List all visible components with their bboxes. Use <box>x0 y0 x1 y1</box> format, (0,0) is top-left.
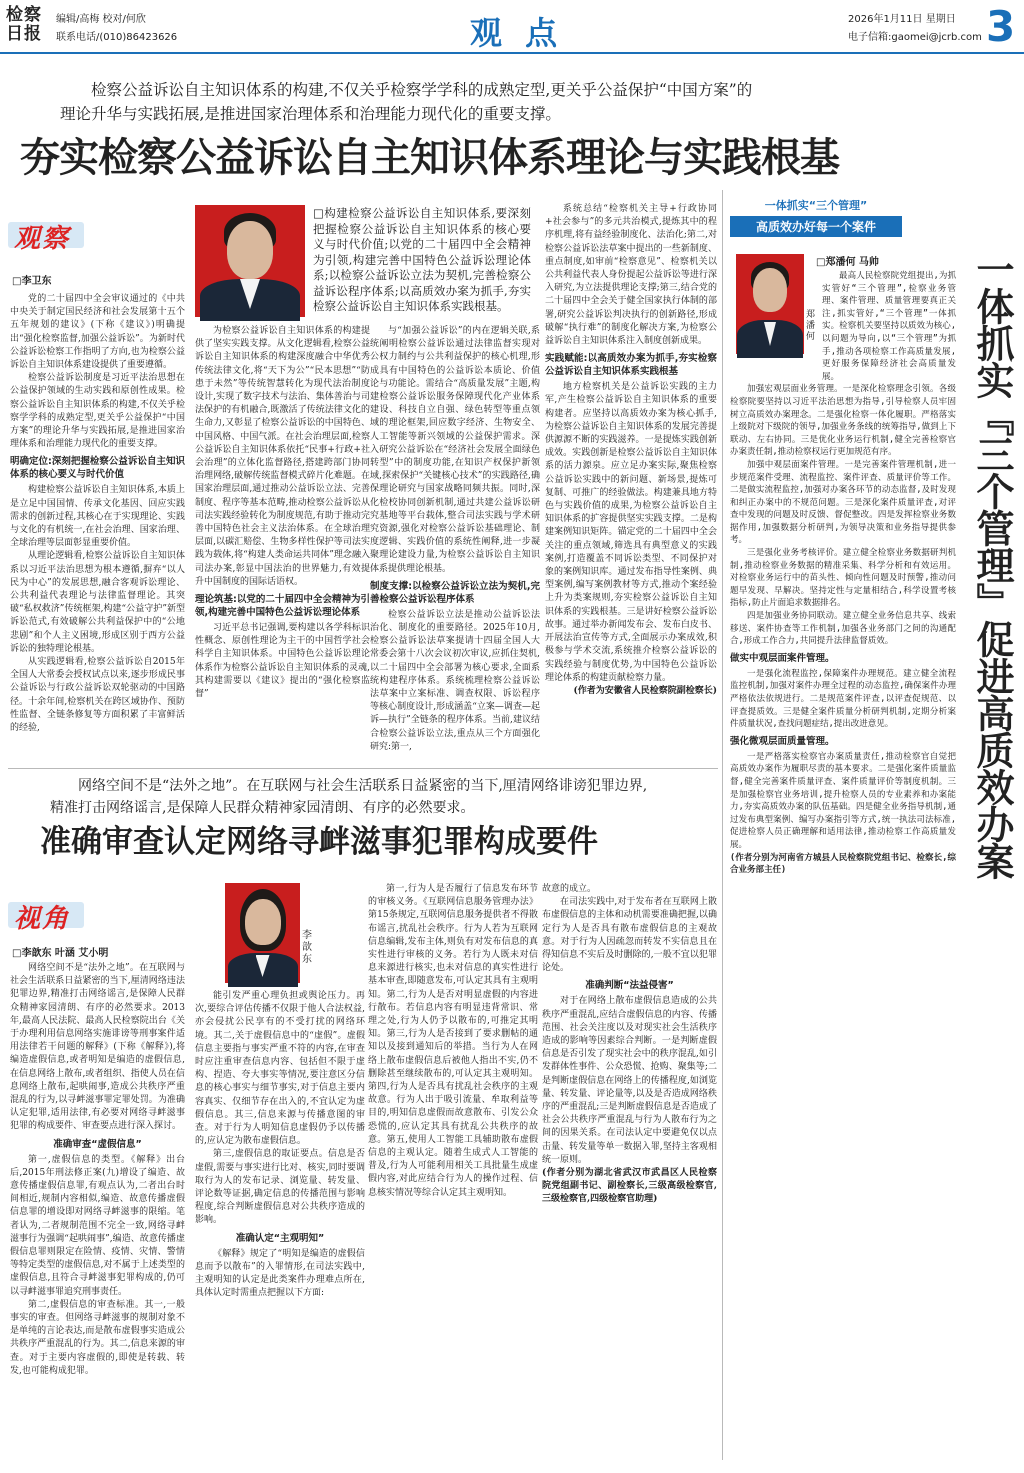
article1-lead: 检察公益诉讼自主知识体系的构建,不仅关乎检察学学科的成熟定型,更关乎公益保护“中国方案”的理论升华与实践拓展,是推进国家治理体系和治理能力现代化的重要支撑。 <box>60 81 753 123</box>
newspaper-logo: 检察日报 <box>6 5 42 44</box>
article2-column-3: 第一,行为人是否履行了信息发布环节的审核义务。《互联网信息服务管理办法》第15条规定,互联网信息服务提供者不得散布谣言,扰乱社会秩序。行为人若为互联网信息编辑,发布主体,则负有对发布信息的真实性进行审核的义务。若行为人既未对信息来源进行核实,也未对信息的真实性进行基本审查,即随意发布,可认定其具有主观明知。第二,行为人是否对明显虚假的内容进行散布。若信息内容有明显违背常识、常理之处,行为人仍予以散布的,可推定其明知。第三,行为人是否接到了要求删帖的通知以及接到通知后的举措。当行为人在网络上散布虚假信息后被他人指出不实,仍不删除甚至继续散布的,可认定其主观明知。第四,行为人是否具有扰乱社会秩序的主观故意。行为人出于吸引流量、牟取利益等目的,明知信息虚假而故意散布、引发公众恐慌的,应认定其具有扰乱公共秩序的故意。第五,使用人工智能工具辅助散布虚假信息的主观认定。随着生成式人工智能的普及,行为人可能利用相关工具批量生成虚假内容,对此应结合行为人的操作过程、信息核实情况等综合认定其主观明知。 <box>368 884 538 1198</box>
phone-line: 联系电话/(010)86423626 <box>56 32 178 43</box>
article2-column-1: 网络空间不是“法外之地”。在互联网与社会生活联系日益紧密的当下,厘清网络违法犯罪边界,精准打击网络谣言,是保障人民群众精神家园清朗、有序的必然要求。2013年,最高人民法院、最高人民检察院出台《关于办理利用信息网络实施诽谤等刑事案件适用法律若干问题的解释》(下称《解释》),将编造虚假信息,或者明知是编造的虚假信息,在信息网络上散布,或者组织、指使人员在信息网络上散布,起哄闹事,造成公共秩序严重混乱的行为,以寻衅滋事罪定罪处罚。为准确认定犯罪,适用法律,有必要对网络寻衅滋事犯罪的构成要件、审查要点进行深入探讨。 准确审查“虚假信息” 第一,虚假信息的类型。《解释》出台后,2015年刑法修正案(九)增设了编造、故意传播虚假信息罪,有观点认为,二者出台时间相近,规制内容相似,编造、故意传播虚假信息罪的增设即对网络寻衅滋事的限缩。笔者认为,二者规制范围不完全一致,网络寻衅滋事行为强调“起哄闹事”,编造、故意传播虚假信息罪则限定在险情、疫情、灾情、警情等特定类型的虚假信息,对不属于上述类型的虚假信息,且符合寻衅滋事犯罪构成的,仍可以寻衅滋事罪追究刑事责任。 第二,虚假信息的审查标准。其一,一般事实的审查。但网络寻衅滋事的规制对象不是单纯的言论表达,而是散布虚假事实造成公共秩序严重混乱的行为。其二,信息来源的审查。对于主要内容虚假的,即使是转载、转发,也可能构成犯罪。 <box>10 963 185 1376</box>
side-author: □郑潘何 马帅 <box>816 257 879 268</box>
issue-date: 2026年1月11日 星期日 <box>848 14 956 25</box>
section-title: 观 点 <box>470 14 564 52</box>
masthead-rule <box>0 52 1024 54</box>
article1-summary: □构建检察公益诉讼自主知识体系,要深刻把握检察公益诉讼自主知识体系的核心要义与时代价值;以党的二十届四中全会精神为引领,构建完善中国特色公益诉讼理论体系;以检察公益诉讼立法为契机,完善检察公益诉讼程序体系;以高质效办案为抓手,夯实检察公益诉讼自主知识体系实践根基。 <box>313 206 531 313</box>
article1-title: 夯实检察公益诉讼自主知识体系理论与实践根基 <box>20 134 839 181</box>
page-number: 3 <box>986 2 1016 51</box>
article2-badge: 视角 <box>8 890 84 938</box>
side-column: 最高人民检察院党组提出,为抓实管好“三个管理”,检察业务管理、案件管理、质量管理要真正关注,抓实管好,“三个管理”一体抓实。检察机关要坚持以质效为核心,以问题为导向,以“三个管理”为抓手,推动各项检察工作高质量发展,更好服务保障经济社会高质量发展。 加强宏观层面业务管理。一是深化检察理念引领。各级检察院要坚持以习近平法治思想为指导,引导检察人员牢固树立高质效办案理念。二是强化检察一体化履职。严格落实上级院对下级院的领导,加强业务条线的统筹指导,做到上下联动、左右协同。三是优化业务运行机制,健全完善检察官办案责任制,推动检察权运行更加规范有序。 加强中观层面案件管理。一是完善案件管理机制,进一步规范案件受理、流程监控、案件评查、质量评价等工作。二是做实流程监控,加强对办案各环节的动态监督,及时发现和纠正办案中的不规范问题。三是深化案件质量评查,对评查中发现的问题及时反馈、督促整改。四是发挥检察业务数据作用,加强数据分析研判,为领导决策和业务指导提供参考。 三是强化业务考核评价。建立健全检察业务数据研判机制,推动检察业务数据的精准采集、科学分析和有效运用。对检察业务运行中的苗头性、倾向性问题及时预警,推动问题早发现、早解决。坚持定性与定量相结合,科学设置考核指标,防止片面追求数据排名。 四是加强业务协同联动。建立健全业务信息共享、线索移送、案件协查等工作机制,加强各业务部门之间的沟通配合,形成工作合力,共同提升法律监督质效。 做实中观层面案件管理。 一是强化流程监控,保障案件办理规范。建立健全流程监控机制,加强对案件办理全过程的动态监控,确保案件办理严格依法依规进行。二是规范案件评查,以评查促规范、以评查提质效。三是健全案件质量分析研判机制,定期分析案件质量状况,查找问题症结,提出改进意见。 强化微观层面质量管理。 一是严格落实检察官办案质量责任,推动检察官自觉把高质效办案作为履职尽责的基本要求。二是强化案件质量监督,健全完善案件质量评查、案件质量评价等制度机制。三是加强检察官业务培训,提升检察人员的专业素养和办案能力,夯实高质效办案的队伍基础。四是健全业务指导机制,通过发布典型案例、编写办案指引等方式,统一执法司法标准,促进检察人员正确理解和适用法律,推动检察工作高质量发展。 (作者分别为河南省方城县人民检察院党组书记、检察长,综合业务部主任) <box>730 271 956 876</box>
editors-line: 编辑/高梅 校对/何欣 <box>56 14 146 25</box>
photo-caption-zheng: 郑潘何 <box>806 310 816 342</box>
article1-column-3: 与“加强公益诉讼”的内在逻辑关联,系统阐明检察公益诉讼通过法律监督实现对公权力制约与公共利益保护的核心机理,形成具有中国特色的公益诉讼本质论、价值论与功能论。需结合“高质量发展”主题,构建检察公益诉讼服务保障现代化产业体系建设、科技自立自强、绿色转型等重点领域的理论框架,回应数字经济、生物安全、人工智能等新兴领域的公益保护需求。深入研究公益诉讼在“经济社会发展全面绿色转型”中的制度功能,在知识产权保护新领域,探索保护“关键核心技术”的实践路径,确保理论研究与国家战略同频共振。同时,深化检校协同创新机制,通过共建公益诉讼研究基地等平台载体,整合司法实践与学术研究资源,强化对检察公益诉讼基础理论、制度逻辑、实践价值的系统性阐释,进一步凝聚理论建设力量,为检察公益诉讼自主知识体系提供理论根基。 制度支撑:以检察公益诉讼立法为契机,完善检察公益诉讼程序体系 检察公益诉讼立法是推动公益诉讼法治化、制度化的重要路径。2025年10月,检察公益诉讼法草案提请十四届全国人大常委会第十八次会议初次审议,应抓住契机,以二十届四中全会部署为核心要求,全面系统构建程序体系。系统梳理检察公益诉讼法草案中立案标准、调查权限、诉讼程序等核心制度设计,形成涵盖“立案—调查—起诉—执行”全链条的程序体系。当前,建议结合检察公益诉讼立法,重点从三个方面强化研究:第一, <box>370 326 540 752</box>
article2-column-4: 故意的成立。 在司法实践中,对于发布者在互联网上散布虚假信息的主体和动机需要准确把握,以确定行为人是否具有散布虚假信息的主观故意。对于行为人因疏忽而转发不实信息且在得知信息不实后及时删除的,一般不宜以犯罪论处。 准确判断“法益侵害” 对于在网络上散布虚假信息造成的公共秩序严重混乱,应结合虚假信息的内容、传播范围、社会关注度以及对现实社会生活秩序造成的影响等因素综合判断。一是判断虚假信息是否引发了现实社会中的秩序混乱,如引发群体性事件、公众恐慌、抢购、聚集等;二是判断虚假信息在网络上的传播程度,如浏览量、转发量、评论量等,以及是否造成网络秩序的严重混乱;三是判断虚假信息是否造成了社会公共秩序严重混乱与行为人散布行为之间的因果关系。在司法认定中要避免仅以点击量、转发量等单一数据入罪,坚持主客观相统一原则。 (作者分别为湖北省武汉市武昌区人民检察院党组副书记、副检察长,三级高级检察官,三级检察官,四级检察官助理) <box>542 884 717 1205</box>
author-photo-lixindong <box>225 883 300 983</box>
article2-title: 准确审查认定网络寻衅滋事犯罪构成要件 <box>40 824 598 860</box>
article1-badge: 观察 <box>8 210 84 258</box>
article2-lead: 网络空间不是“法外之地”。在互联网与社会生活联系日益紧密的当下,厘清网络诽谤犯罪边界,精准打击网络谣言,是保障人民群众精神家园清朗、有序的必然要求。 <box>50 778 648 816</box>
article2-author: □李歆东 叶涵 艾小明 <box>12 948 109 959</box>
divider-horizontal <box>8 768 718 769</box>
photo-caption-lixindong: 李歆东 <box>302 930 312 965</box>
article2-column-2: 能引发严重心理负担或舆论压力。再次,要综合评估传播不仅限于他人合法权益,亦会侵扰公民享有的不受打扰的网络环境。其二,关于虚假信息中的“虚假”。虚假信息主要指与事实严重不符的内容,在审查时应注重审查信息内容、包括但不限于虚构、捏造、夸大事实等情况,要注意区分信息的核心事实与细节事实,对于信息主要内容真实、仅细节存在出入的,不宜认定为虚假信息。其三,信息来源与传播意图的审查。对于行为人明知信息虚假仍予以传播的,应认定为散布虚假信息。 第三,虚假信息的取证要点。信息是否虚假,需要与事实进行比对、核实,同时要调取行为人的发布记录、浏览量、转发量、评论数等证据,确定信息的传播范围与影响程度,综合判断虚假信息对公共秩序造成的影响。 准确认定“主观明知” 《解释》规定了“明知是编造的虚假信息而予以散布”的入罪情形,在司法实践中,主观明知的认定是此类案件办理难点所在,具体认定时需重点把握以下方面: <box>195 991 365 1299</box>
masthead <box>0 0 1024 56</box>
article1-column-1: 党的二十届四中全会审议通过的《中共中央关于制定国民经济和社会发展第十五个五年规划的建议》(下称《建议》)明确提出“强化检察监督,加强公益诉讼”。为新时代公益诉讼检察工作指明了方向,也为检察公益诉讼自主知识体系建设提供了重要遵循。 检察公益诉讼制度是习近平法治思想在公益保护领域的生动实践和原创性成果。检察公益诉讼自主知识体系的构建,不仅关乎检察学学科的成熟定型,更关乎公益保护“中国方案”的理论升华与实践拓展,是推进国家治理体系和治理能力现代化的重要支撑。 明确定位:深刻把握检察公益诉讼自主知识体系的核心要义与时代价值 构建检察公益诉讼自主知识体系,本质上是立足中国国情、传承文化基因、回应实践需求的创新过程,其核心在于实现理论、实践与文化的有机统一,在社会治理、国家治理、全球治理等层面彰显重要价值。 从理论逻辑看,检察公益诉讼自主知识体系以习近平法治思想为根本遵循,摒弃“以人民为中心”的发展思想,融合客观诉讼理论、公共利益代表理论与法律监督理论。其突破“私权救济”传统框架,构建“公益守护”新型诉讼范式,有效破解公共利益保护中的“公地悲剧”和个人主义困境,形成区别于西方公益诉讼的独特理论根基。 从实践逻辑看,检察公益诉讼自2015年全国人大常委会授权试点以来,逐步形成民事公益诉讼与行政公益诉讼双轮驱动的中国路径。十余年间,检察机关在跨区域协作、预防性监督、全链条修复等方面积累了丰富鲜活的经验, <box>10 294 185 734</box>
divider-vertical <box>722 190 723 1460</box>
article1-column-4: 系统总结“检察机关主导+行政协同+社会参与”的多元共治模式,提炼其中的程序机理,将有益经验制度化、法治化;第二,对检察公益诉讼法草案中提出的一些新制度、重点制度,如审前“检察意见”、检察机关以公共利益代表人身份提起公益诉讼等进行深入研究,为立法提供理论支撑;第三,结合党的二十届四中全会关于健全国家执行体制的部署,研究公益诉讼判决执行的创新路径,形成破解“执行难”的制度化解决方案,为检察公益诉讼自主知识体系注入制度创新成果。 实践赋能:以高质效办案为抓手,夯实检察公益诉讼自主知识体系实践根基 地方检察机关是公益诉讼实践的主力军,产生检察公益诉讼自主知识体系的重要构建者。应坚持以高质效办案为核心抓手,为检察公益诉讼自主知识体系的发展完善提供源源不断的实践滋养。一是提炼实践创新成效。实践创新是检察公益诉讼自主知识体系的活力源泉。应立足办案实际,聚焦检察公益诉讼实践中的新问题、新场景,提炼可复制、可推广的经验做法。构建兼具地方特色与实践价值的成果,为检察公益诉讼自主知识体系的扩容提供坚实实践支撑。二是构建案例知识矩阵。锚定党的二十届四中全会关注的重点领域,筛选具有典型意义的实践案例,打造覆盖不同诉讼类型、不同保护对象的案例知识库。通过发布指导性案例、典型案例,编写案例教材等方式,推动个案经验上升为类案规则,夯实检察公益诉讼自主知识体系的实践根基。三是讲好检察公益诉讼故事。通过举办新闻发布会、发布白皮书、开展法治宣传等方式,全面展示办案成效,积极参与学术交流,系统推介检察公益诉讼的实践经验与制度优势,为中国特色公益诉讼理论体系的构建贡献检察力量。 (作者为安徽省人民检察院副检察长) <box>545 204 717 696</box>
side-kicker: 一体抓实“三个管理” 高质效办好每一个案件 <box>730 197 902 237</box>
contact-email: 电子信箱:gaomei@jcrb.com <box>848 32 982 43</box>
article1-column-2: 为检察公益诉讼自主知识体系的构建提供了坚实实践支撑。从文化逻辑看,检察公益诉讼自主知识体系的构建深度融合中华优秀传统法律文化,将“天下为公”“民本思想”“防患于未然”等传统智慧转化为现代法治制度设计,实现了数字技术与法治、集体善治与司法保护的有机融合,既激活了传统法律文化的生命力,又彰显了检察公益诉讼的中国特色、中国风格、中国气派。在社会治理层面,检察公益诉讼自主知识体系依托“民事+行政+社会治理”的立体化监督路径,搭建跨部门协同治理网络,破解传统监督模式碎片化难题。在国家治理层面,通过推动公益诉讼立法、完善制度、程序等基本范畴,推动检察公益诉讼从司法实践经验转化为制度规范,有助于推动完善中国特色社会主义法治体系。在全球治理层面,以碳汇赔偿、生物多样性保护等司法实践为载体,将“构建人类命运共同体”理念融入司法办案,彰显中国法治的世界魅力,有效提升中国制度的国际话语权。 理论筑基:以党的二十届四中全会精神为引领,构建完善中国特色公益诉讼理论体系 习近平总书记强调,要构建以各学科标识性概念、原创性理论为主干的中国哲学社会科学自主知识体系。中国特色公益诉讼理论体系作为检察公益诉讼自主知识体系的灵魂,其构建需要以《建议》提出的“强化检察监督” <box>195 326 370 700</box>
side-vertical-title: 一体抓实『三个管理』促进高质效办案 <box>970 250 1014 879</box>
author-photo-li <box>195 205 305 317</box>
article1-author: □李卫东 <box>12 276 52 287</box>
